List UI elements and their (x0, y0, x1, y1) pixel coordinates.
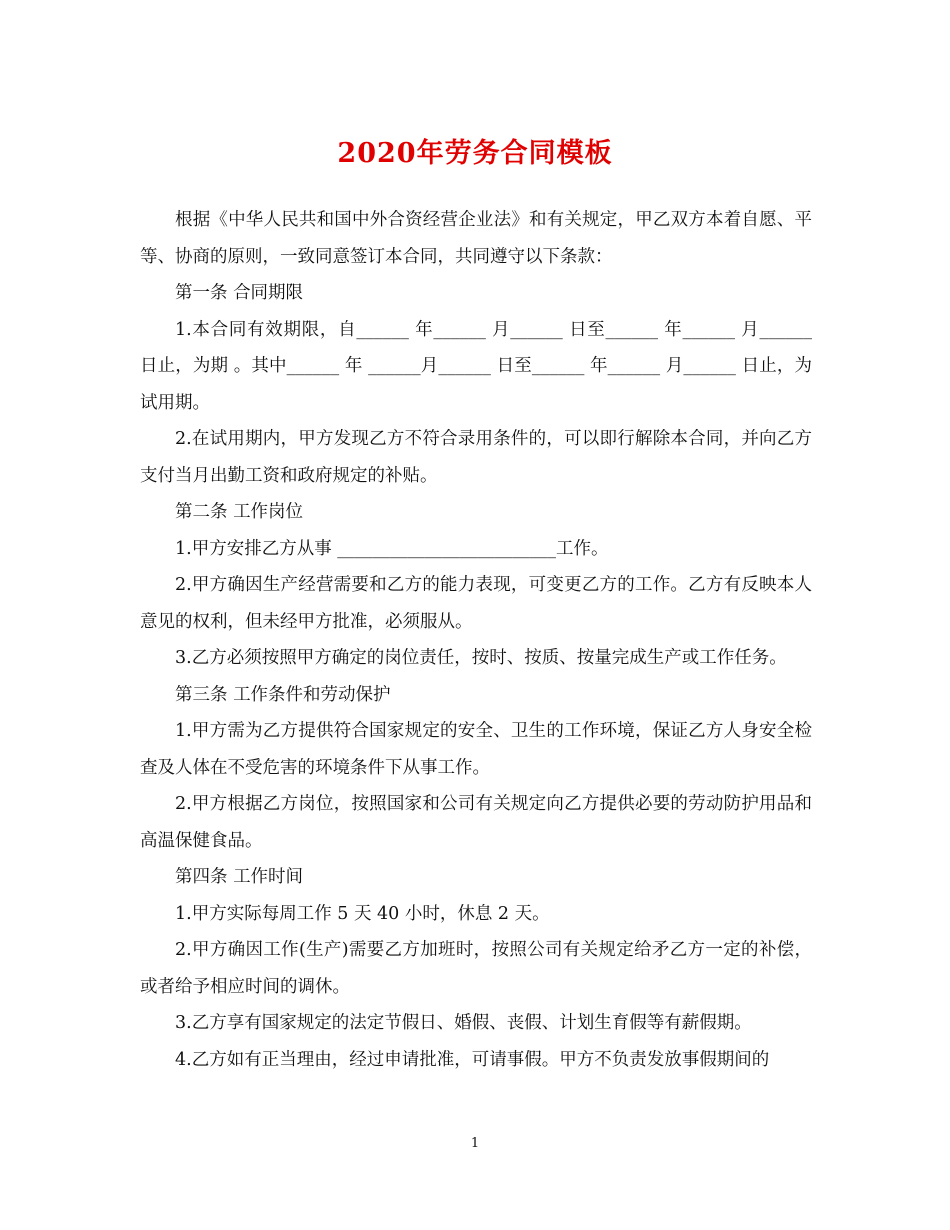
article-2-heading: 第二条 工作岗位 (175, 502, 304, 522)
article-4-clause-1: 1.甲方实际每周工作 5 天 40 小时，休息 2 天。 (175, 903, 550, 924)
article-1-clause-1: 1.本合同有效期限，自______ 年______ 月______ 日至______ 年______ 月______日止，为期 。其中______ 年 ______月______ 日至______ 年______ 月______ 日止，为试用期。 (140, 319, 812, 413)
article-1-clause-2: 2.在试用期内，甲方发现乙方不符合录用条件的，可以即行解除本合同，并向乙方支付当月出勤工资和政府规定的补贴。 (140, 429, 812, 486)
article-4-heading: 第四条 工作时间 (175, 867, 304, 887)
document-title: 2020年劳务合同模板 (337, 138, 613, 169)
article-2-clause-2: 2.甲方确因生产经营需要和乙方的能力表现，可变更乙方的工作。乙方有反映本人意见的权利，但未经甲方批准，必须服从。 (140, 575, 812, 632)
document-body (140, 202, 812, 1078)
article-4-clause-4: 4.乙方如有正当理由，经过申请批准，可请事假。甲方不负责发放事假期间的 (175, 1049, 770, 1070)
article-3-heading: 第三条 工作条件和劳动保护 (175, 684, 391, 705)
article-2-clause-1: 1.甲方安排乙方从事 _________________________工作。 (175, 538, 609, 559)
article-3-clause-1: 1.甲方需为乙方提供符合国家规定的安全、卫生的工作环境，保证乙方人身安全检查及人体在不受危害的环境条件下从事工作。 (140, 721, 812, 778)
article-3-clause-2: 2.甲方根据乙方岗位，按照国家和公司有关规定向乙方提供必要的劳动防护用品和高温保健食品。 (140, 794, 812, 851)
article-4-clause-2: 2.甲方确因工作(生产)需要乙方加班时，按照公司有关规定给矛乙方一定的补偿，或者给予相应时间的调休。 (140, 940, 812, 997)
page-number: 1 (470, 1136, 480, 1151)
intro-paragraph: 根据《中华人民共和国中外合资经营企业法》和有关规定，甲乙双方本着自愿、平等、协商的原则，一致同意签订本合同，共同遵守以下条款： (140, 210, 812, 267)
article-2-clause-3: 3.乙方必须按照甲方确定的岗位责任，按时、按质、按量完成生产或工作任务。 (175, 648, 787, 668)
article-1-heading: 第一条 合同期限 (175, 283, 304, 303)
article-4-clause-3: 3.乙方享有国家规定的法定节假日、婚假、丧假、计划生育假等有薪假期。 (175, 1013, 752, 1033)
